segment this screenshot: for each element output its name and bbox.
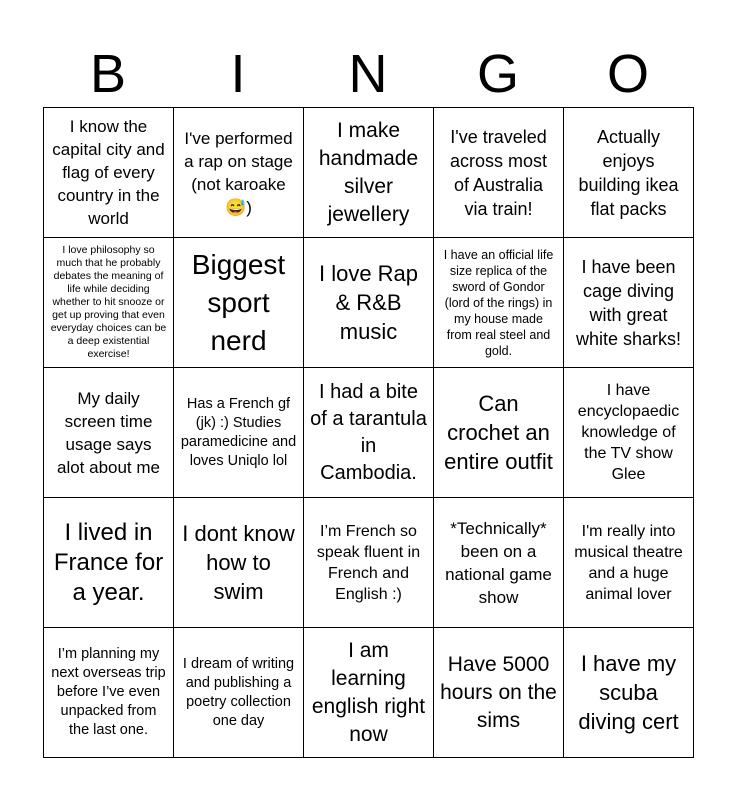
bingo-header xyxy=(43,40,693,108)
cell-text: Has a French gf (jk) :) Studies paramedicine and loves Uniqlo lol xyxy=(180,395,297,469)
cell-text: I dream of writing and publishing a poetry collection one day xyxy=(182,655,295,729)
bingo-cell[interactable] xyxy=(564,368,694,498)
cell-text: I am learning english right now xyxy=(311,638,426,746)
header-letter-g: G xyxy=(476,44,519,104)
cell-text: Biggest sport nerd xyxy=(191,248,286,356)
cell-text: I had a bite of a tarantula in Cambodia. xyxy=(310,380,427,484)
cell-text: I love Rap & R&B music xyxy=(318,261,419,344)
cell-text: I make handmade silver jewellery xyxy=(318,118,419,226)
cell-text: I have been cage diving with great white sharks! xyxy=(575,256,682,349)
cell-text: I’m planning my next overseas trip before I’ve even unpacked from the last one. xyxy=(51,646,166,738)
bingo-cell[interactable] xyxy=(434,108,564,238)
cell-text: I have encyclopaedic knowledge of the TV show Glee xyxy=(577,382,680,483)
bingo-cell[interactable] xyxy=(564,238,694,368)
bingo-cell[interactable] xyxy=(174,368,304,498)
cell-text: I have an official life size replica of the sword of Gondor (lord of the rings) in my house made from real steel and gold. xyxy=(443,247,554,358)
bingo-cell[interactable] xyxy=(174,108,304,238)
bingo-cell[interactable] xyxy=(564,498,694,628)
cell-text: Have 5000 hours on the sims xyxy=(440,652,557,732)
bingo-cell[interactable] xyxy=(564,628,694,758)
bingo-cell[interactable] xyxy=(44,238,174,368)
cell-text: I'm really into musical theatre and a huge animal lover xyxy=(574,522,683,603)
bingo-cell[interactable] xyxy=(44,628,174,758)
bingo-cell[interactable] xyxy=(434,238,564,368)
bingo-grid xyxy=(43,107,694,758)
bingo-cell[interactable] xyxy=(174,238,304,368)
cell-text: I love philosophy so much that he probably debates the meaning of life while deciding whether to hit snooze or get up proving that even everyday choices can be a deep existential exercise! xyxy=(50,244,167,360)
cell-text: Actually enjoys building ikea flat packs xyxy=(578,126,679,219)
cell-text: I've traveled across most of Australia via train! xyxy=(449,126,548,219)
cell-text: I know the capital city and flag of every country in the world xyxy=(52,117,165,228)
cell-text: I dont know how to swim xyxy=(182,521,295,604)
cell-text: I have my scuba diving cert xyxy=(578,651,679,734)
cell-text: I’m French so speak fluent in French and English :) xyxy=(316,522,421,603)
bingo-cell[interactable] xyxy=(174,628,304,758)
bingo-cell[interactable] xyxy=(304,498,434,628)
bingo-cell[interactable] xyxy=(174,498,304,628)
bingo-cell[interactable] xyxy=(304,108,434,238)
bingo-cell[interactable] xyxy=(434,368,564,498)
bingo-cell[interactable] xyxy=(304,628,434,758)
bingo-cell[interactable] xyxy=(564,108,694,238)
bingo-cell[interactable] xyxy=(304,238,434,368)
cell-text: I've performed a rap on stage (not karoake 😅) xyxy=(184,128,293,217)
header-letter-b: B xyxy=(89,44,127,104)
cell-text: My daily screen time usage says alot about me xyxy=(56,388,160,477)
cell-text: *Technically* been on a national game show xyxy=(445,518,552,607)
cell-text: Can crochet an entire outfit xyxy=(444,391,553,474)
bingo-cell[interactable] xyxy=(304,368,434,498)
bingo-cell[interactable] xyxy=(434,498,564,628)
cell-text: I lived in France for a year. xyxy=(53,518,164,606)
bingo-cell[interactable] xyxy=(434,628,564,758)
header-letter-n: N xyxy=(348,44,388,104)
bingo-cell[interactable] xyxy=(44,108,174,238)
header-letter-i: I xyxy=(230,44,246,104)
bingo-cell[interactable] xyxy=(44,498,174,628)
header-letter-o: O xyxy=(606,44,649,104)
bingo-cell[interactable] xyxy=(44,368,174,498)
